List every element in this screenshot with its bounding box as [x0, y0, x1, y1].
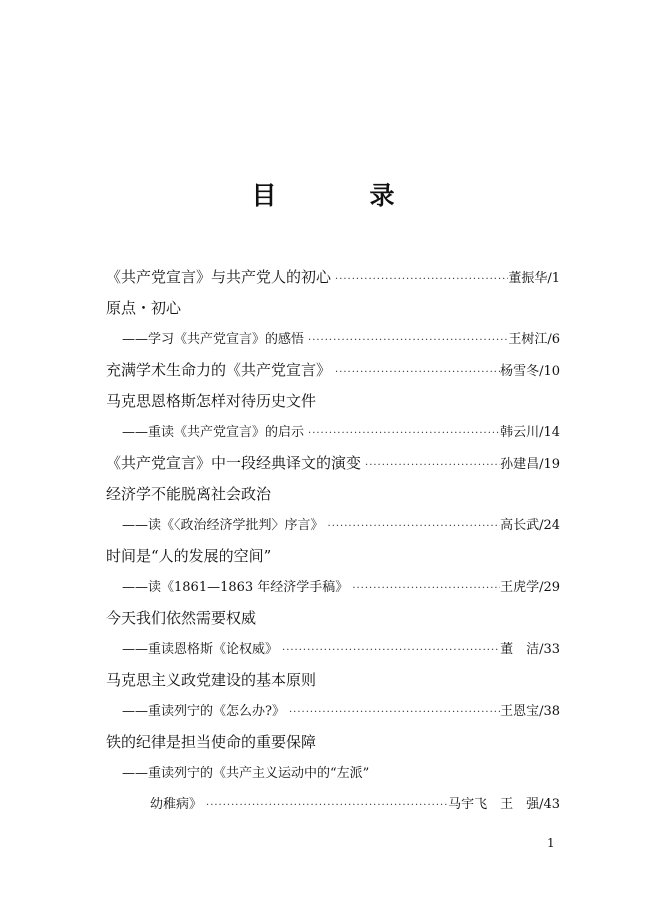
- entry-author-page: 孙建昌/19: [500, 457, 560, 472]
- entry-author-page: 董 洁/33: [500, 642, 560, 657]
- entry-author-page: 王树江/6: [508, 332, 560, 347]
- dot-leader: [202, 790, 448, 821]
- entry-title: 今天我们依然需要权威: [106, 609, 257, 627]
- dot-leader: [304, 418, 500, 449]
- toc-entry-9[interactable]: [106, 665, 560, 696]
- entry-subtitle: ——重读《共产党宣言》的启示: [122, 425, 305, 440]
- table-of-contents: [106, 262, 560, 820]
- entry-author-page: 马宇飞 王 强/43: [448, 797, 560, 812]
- entry-author-page: 高长武/24: [500, 518, 560, 533]
- toc-entry-5[interactable]: [106, 448, 560, 479]
- toc-entry-1[interactable]: [106, 262, 560, 293]
- entry-subtitle-continued: 幼稚病》: [150, 797, 203, 812]
- entry-subtitle: ——重读列宁的《怎么办?》: [122, 704, 285, 719]
- page-title: 目 录: [251, 181, 429, 210]
- toc-entry-7-subtitle[interactable]: [106, 572, 560, 603]
- toc-entry-7[interactable]: [106, 541, 560, 572]
- toc-entry-6[interactable]: [106, 479, 560, 510]
- dot-leader: [361, 450, 500, 481]
- entry-author-page: 王虎学/29: [500, 580, 560, 595]
- dot-leader: [324, 511, 501, 542]
- toc-entry-3[interactable]: [106, 355, 560, 386]
- toc-entry-10-subtitle-cont[interactable]: [106, 789, 560, 820]
- entry-subtitle: ——读《〈政治经济学批判〉序言》: [122, 518, 324, 533]
- entry-title: 铁的纪律是担当使命的重要保障: [106, 733, 317, 751]
- toc-entry-2-subtitle[interactable]: [106, 324, 560, 355]
- entry-author-page: 韩云川/14: [500, 425, 560, 440]
- toc-entry-2[interactable]: [106, 293, 560, 324]
- toc-entry-8[interactable]: [106, 603, 560, 634]
- entry-subtitle: ——重读恩格斯《论权威》: [122, 642, 279, 657]
- entry-title: 马克思恩格斯怎样对待历史文件: [106, 392, 317, 410]
- entry-subtitle: ——重读列宁的《共产主义运动中的“左派”: [122, 766, 370, 781]
- toc-entry-9-subtitle[interactable]: [106, 696, 560, 727]
- entry-title: 《共产党宣言》与共产党人的初心: [106, 268, 332, 286]
- toc-entry-4-subtitle[interactable]: [106, 417, 560, 448]
- entry-title: 马克思主义政党建设的基本原则: [106, 671, 317, 689]
- dot-leader: [304, 325, 508, 356]
- toc-entry-10-subtitle[interactable]: [106, 758, 560, 789]
- dot-leader: [285, 697, 500, 728]
- entry-author-page: 杨雪冬/10: [500, 364, 560, 379]
- toc-entry-10[interactable]: [106, 727, 560, 758]
- entry-title: 经济学不能脱离社会政治: [106, 485, 272, 503]
- entry-title: 《共产党宣言》中一段经典译文的演变: [106, 454, 362, 472]
- entry-author-page: 董振华/1: [508, 271, 560, 286]
- toc-entry-8-subtitle[interactable]: [106, 634, 560, 665]
- dot-leader: [331, 264, 508, 295]
- dot-leader: [331, 357, 500, 388]
- entry-subtitle: ——学习《共产党宣言》的感悟: [122, 332, 305, 347]
- dot-leader: [278, 635, 500, 666]
- entry-subtitle: ——读《1861—1863 年经济学手稿》: [122, 580, 349, 595]
- entry-author-page: 王恩宝/38: [500, 704, 560, 719]
- entry-title: 原点・初心: [106, 299, 182, 317]
- entry-title: 时间是“人的发展的空间”: [106, 547, 272, 565]
- toc-entry-4[interactable]: [106, 386, 560, 417]
- dot-leader: [348, 573, 500, 604]
- entry-title: 充满学术生命力的《共产党宣言》: [106, 361, 332, 379]
- page-number: 1: [547, 836, 555, 850]
- toc-entry-6-subtitle[interactable]: [106, 510, 560, 541]
